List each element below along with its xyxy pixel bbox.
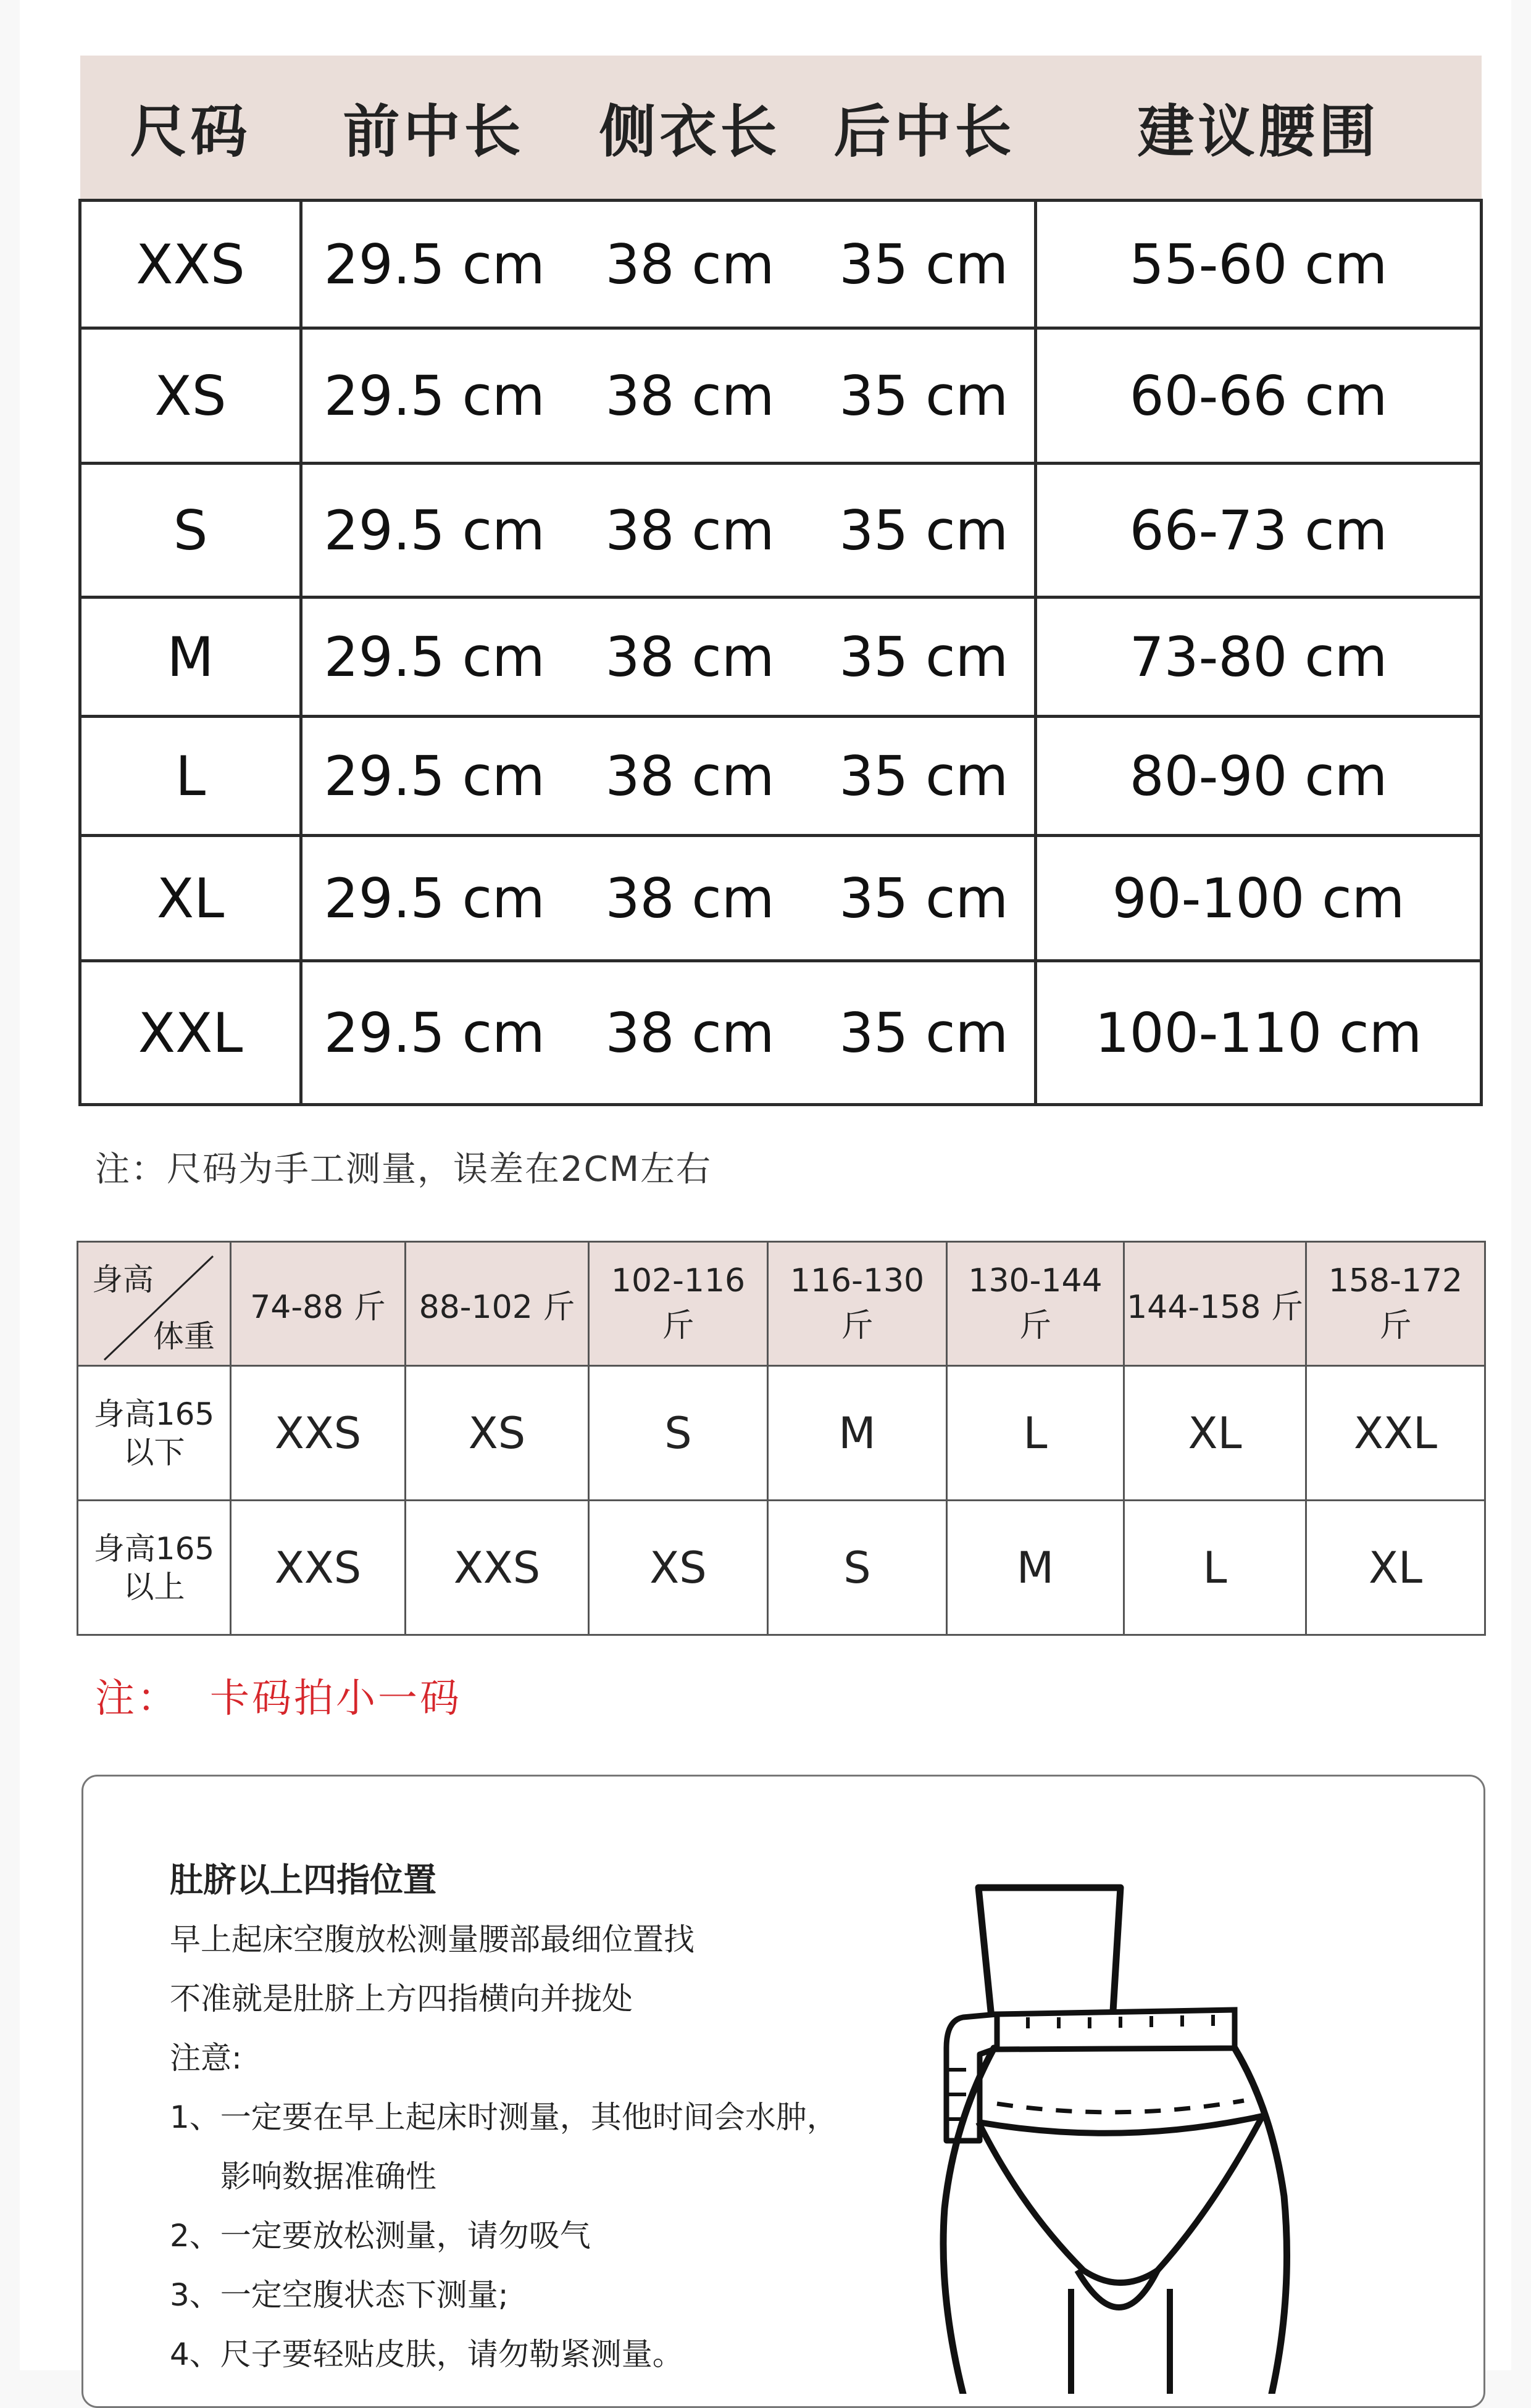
height-row-label	[78, 1501, 231, 1635]
corner-header	[78, 1242, 231, 1366]
size-value-cell: XXS	[231, 1501, 406, 1635]
measuring-instructions	[170, 1851, 880, 2384]
size-table-header	[80, 56, 1482, 201]
size-value-cell: S	[589, 1366, 768, 1501]
attention-item: 3、一定空腹状态下测量;	[170, 2277, 509, 2313]
size-table	[78, 56, 1483, 1106]
waist-cell: 73-80 cm	[1036, 598, 1482, 717]
side-length-cell: 38 cm	[567, 836, 814, 961]
size-value-cell: L	[1124, 1501, 1306, 1635]
back-length-cell: 35 cm	[814, 598, 1036, 717]
table-row	[80, 598, 1482, 717]
front-length-cell: 29.5 cm	[301, 598, 567, 717]
size-cell: S	[80, 464, 301, 598]
back-length-cell: 35 cm	[814, 328, 1036, 464]
sizing-tip-label: 注：	[95, 1676, 179, 1722]
measurement-note: 注：尺码为手工测量，误差在2CM左右	[95, 1149, 712, 1189]
side-length-cell: 38 cm	[567, 201, 814, 328]
waist-cell: 100-110 cm	[1036, 961, 1482, 1105]
side-length-cell: 38 cm	[567, 598, 814, 717]
table-row	[80, 201, 1482, 328]
attention-item: 4、尺子要轻贴皮肤，请勿勒紧测量。	[170, 2336, 683, 2372]
height-row-label-line1: 身高165	[93, 1530, 215, 1567]
size-value-cell: XXL	[1306, 1366, 1485, 1501]
header-waist: 建议腰围	[1036, 56, 1482, 201]
side-length-cell: 38 cm	[567, 464, 814, 598]
header-back-length: 后中长	[814, 56, 1036, 201]
back-length-cell: 35 cm	[814, 961, 1036, 1105]
front-length-cell: 29.5 cm	[301, 961, 567, 1105]
header-side-length: 侧衣长	[567, 56, 814, 201]
size-value-cell: XS	[589, 1501, 768, 1635]
attention-heading: 注意:	[170, 2040, 242, 2076]
height-row-label-line2: 以下	[123, 1434, 185, 1470]
weight-column-header: 130-144 斤	[947, 1242, 1124, 1366]
back-length-cell: 35 cm	[814, 464, 1036, 598]
size-value-cell: M	[768, 1366, 947, 1501]
size-value-cell: S	[768, 1501, 947, 1635]
back-length-cell: 35 cm	[814, 836, 1036, 961]
front-length-cell: 29.5 cm	[301, 328, 567, 464]
waist-measuring-illustration	[935, 1863, 1318, 2394]
size-value-cell: L	[947, 1366, 1124, 1501]
size-cell: XS	[80, 328, 301, 464]
measuring-title: 肚脐以上四指位置	[170, 1860, 436, 1899]
table-row	[78, 1501, 1485, 1635]
measuring-guide	[81, 1775, 1485, 2408]
front-length-cell: 29.5 cm	[301, 464, 567, 598]
side-length-cell: 38 cm	[567, 328, 814, 464]
size-value-cell: XS	[406, 1366, 589, 1501]
back-length-cell: 35 cm	[814, 717, 1036, 836]
size-value-cell: XXS	[231, 1366, 406, 1501]
size-cell: L	[80, 717, 301, 836]
attention-item-continued: 影响数据准确性	[220, 2159, 436, 2194]
size-cell: XXL	[80, 961, 301, 1105]
size-value-cell: XXS	[406, 1501, 589, 1635]
measuring-line: 不准就是肚脐上方四指横向并拢处	[170, 1981, 633, 2017]
waist-cell: 55-60 cm	[1036, 201, 1482, 328]
size-cell: XXS	[80, 201, 301, 328]
weight-column-header: 74-88 斤	[231, 1242, 406, 1366]
attention-item: 2、一定要放松测量，请勿吸气	[170, 2218, 591, 2254]
waist-cell: 80-90 cm	[1036, 717, 1482, 836]
table-row	[78, 1366, 1485, 1501]
front-length-cell: 29.5 cm	[301, 836, 567, 961]
size-cell: XL	[80, 836, 301, 961]
weight-column-header: 144-158 斤	[1124, 1242, 1306, 1366]
weight-column-header: 158-172 斤	[1306, 1242, 1485, 1366]
front-length-cell: 29.5 cm	[301, 717, 567, 836]
size-value-cell: M	[947, 1501, 1124, 1635]
waist-cell: 90-100 cm	[1036, 836, 1482, 961]
header-size: 尺码	[80, 56, 301, 201]
waist-cell: 66-73 cm	[1036, 464, 1482, 598]
sizing-tip	[95, 1667, 462, 1723]
page	[20, 0, 1511, 2370]
header-front-length: 前中长	[301, 56, 567, 201]
size-value-cell: XL	[1124, 1366, 1306, 1501]
side-length-cell: 38 cm	[567, 717, 814, 836]
height-row-label-line1: 身高165	[93, 1396, 215, 1432]
front-length-cell: 29.5 cm	[301, 201, 567, 328]
size-cell: M	[80, 598, 301, 717]
side-length-cell: 38 cm	[567, 961, 814, 1105]
table-row	[80, 836, 1482, 961]
attention-item: 1、一定要在早上起床时测量，其他时间会水肿，	[170, 2099, 838, 2135]
table-row	[80, 961, 1482, 1105]
weight-size-table	[77, 1241, 1486, 1636]
height-row-label-line2: 以上	[123, 1569, 185, 1605]
weight-column-header: 116-130 斤	[768, 1242, 947, 1366]
corner-label-height: 身高	[92, 1262, 154, 1298]
sizing-tip-text: 卡码拍小一码	[210, 1676, 462, 1722]
height-row-label	[78, 1366, 231, 1501]
weight-column-header: 102-116 斤	[589, 1242, 768, 1366]
corner-label-weight: 体重	[153, 1319, 215, 1354]
size-value-cell: XL	[1306, 1501, 1485, 1635]
weight-column-header: 88-102 斤	[406, 1242, 589, 1366]
waist-cell: 60-66 cm	[1036, 328, 1482, 464]
measuring-line: 早上起床空腹放松测量腰部最细位置找	[170, 1922, 695, 1957]
weight-table-header	[78, 1242, 1485, 1366]
table-row	[80, 464, 1482, 598]
back-length-cell: 35 cm	[814, 201, 1036, 328]
table-row	[80, 328, 1482, 464]
table-row	[80, 717, 1482, 836]
